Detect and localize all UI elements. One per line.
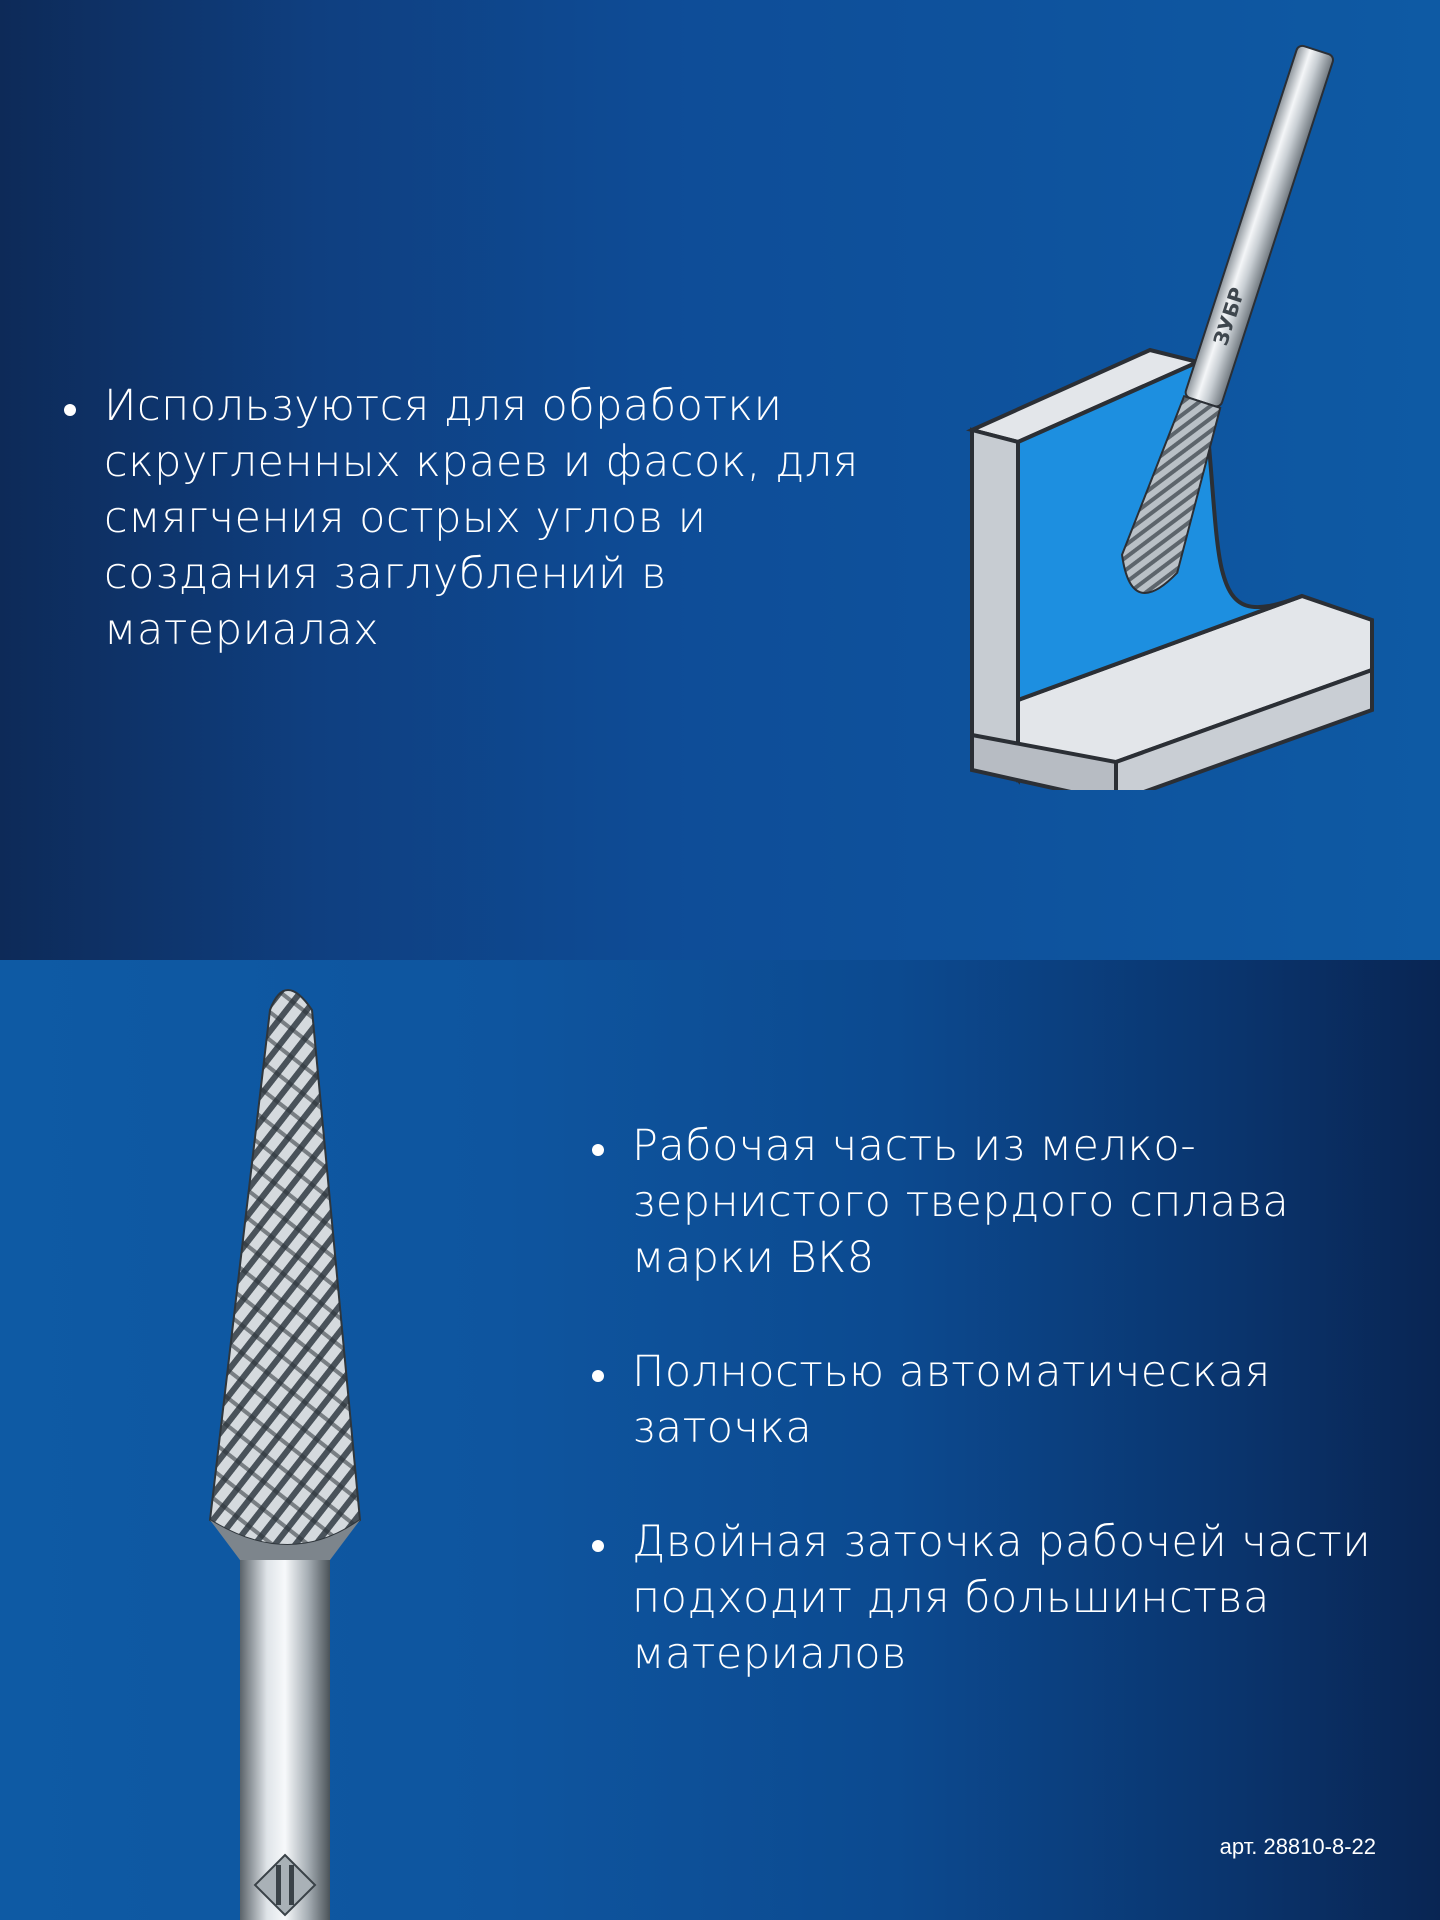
- bullet-item-material: [592, 1118, 1392, 1286]
- burr-tool: [1113, 41, 1344, 601]
- bullet-text: Используются для обработки скругленных краев и фасок, для смягчения острых углов и создания заглублений в материалах: [104, 381, 859, 655]
- bullet-text: Полностью автоматическая заточка: [632, 1347, 1271, 1453]
- workpiece-illustration: [950, 10, 1390, 790]
- bullet-item-usage: [64, 378, 864, 658]
- bullet-text: Двойная заточка рабочей части подходит для большинства материалов: [632, 1517, 1372, 1679]
- burr-closeup-illustration: [200, 960, 440, 1920]
- bullet-item-sharpening: [592, 1344, 1392, 1456]
- bottom-panel: [0, 960, 1440, 1920]
- bullet-item-double-cut: [592, 1514, 1392, 1682]
- article-number: арт. 28810-8-22: [1219, 1834, 1376, 1859]
- brand-engraving: ЗУБР: [1208, 284, 1250, 349]
- bullet-text: Рабочая часть из мелко-зернистого твердого сплава марки ВК8: [632, 1121, 1290, 1283]
- usage-bullet-list: [64, 378, 864, 658]
- features-bullet-list: [592, 1118, 1392, 1682]
